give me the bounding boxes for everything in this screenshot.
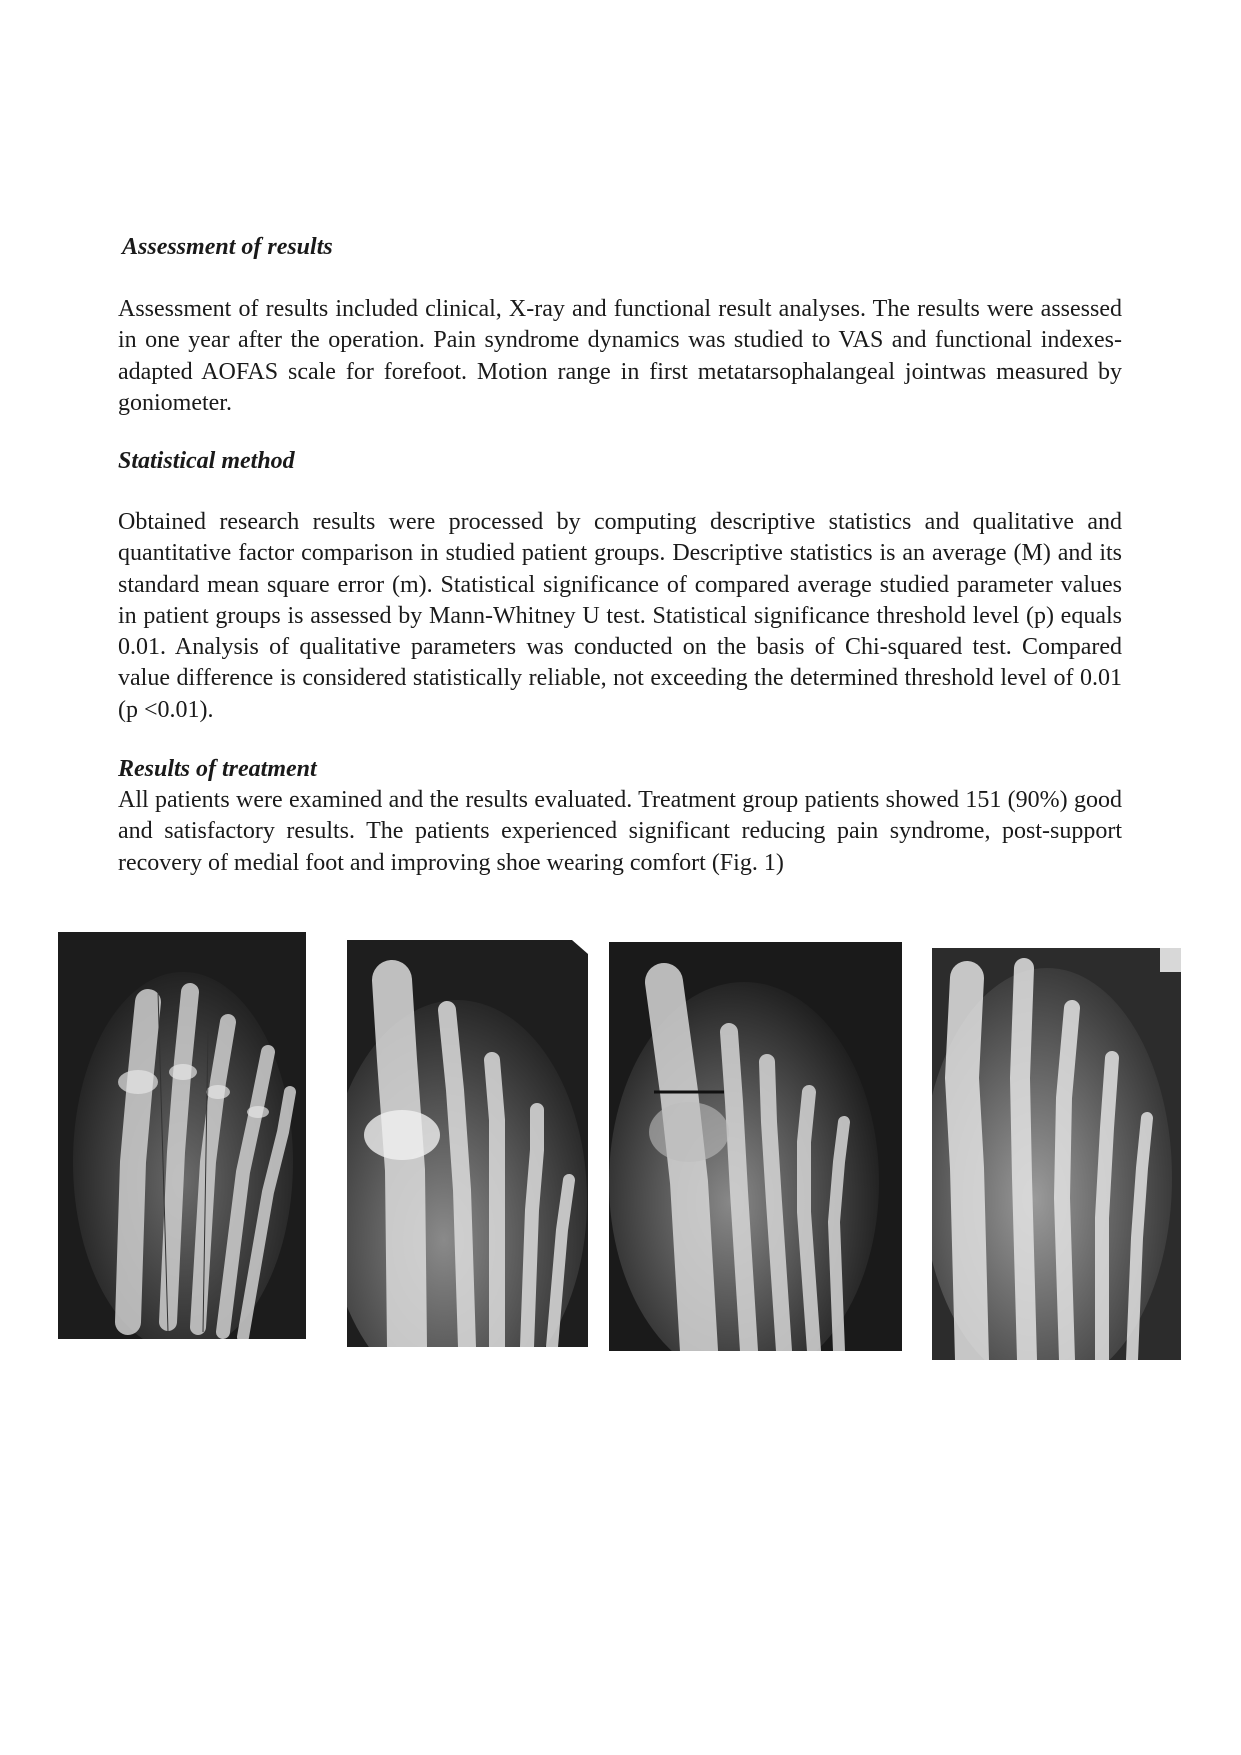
foot-xray-image: [58, 932, 306, 1339]
foot-xray-image: [932, 948, 1181, 1360]
paragraph-assessment: [118, 294, 1122, 419]
paragraph: Obtained research results were processed by computing descriptive statistics and qualitative and quantitative factor comparison in studied patient groups. Descriptive statistics is an average (M) and its standard mean square error (m). Statistical significance of compared average studied parameter values in patient groups is assessed by Mann-Whitney U test. Statistical significance threshold level (p) equals 0.01. Analysis of qualitative parameters was conducted on the basis of Chi-squared test. Compared value difference is considered statistically reliable, not exceeding the determined threshold level of 0.01 (p <0.01).: [118, 509, 1122, 723]
section-statistical: [118, 446, 1122, 477]
section-heading: Results of treatment: [118, 756, 317, 782]
foot-xray-image: [609, 942, 902, 1351]
section-results: [118, 754, 1122, 785]
figure-1: [0, 932, 1241, 1362]
foot-xray-image: [347, 940, 588, 1347]
paragraph: All patients were examined and the results evaluated. Treatment group patients showed 151 (90%) good and satisfactory results. The patients experienced significant reducing pain syndrome, post-support recovery of medial foot and improving shoe wearing comfort (Fig. 1): [118, 787, 1122, 876]
paragraph-statistical: [118, 507, 1122, 726]
paragraph-results: [118, 785, 1122, 879]
section-assessment: [118, 232, 1122, 263]
section-heading: Assessment of results: [122, 234, 333, 260]
section-heading: Statistical method: [118, 448, 295, 474]
paragraph: Assessment of results included clinical, X-ray and functional result analyses. The results were assessed in one year after the operation. Pain syndrome dynamics was studied to VAS and functional indexes- adapted AOFAS scale for forefoot. Motion range in first metatarsophalangeal jointwas measured by goniometer.: [118, 296, 1122, 416]
